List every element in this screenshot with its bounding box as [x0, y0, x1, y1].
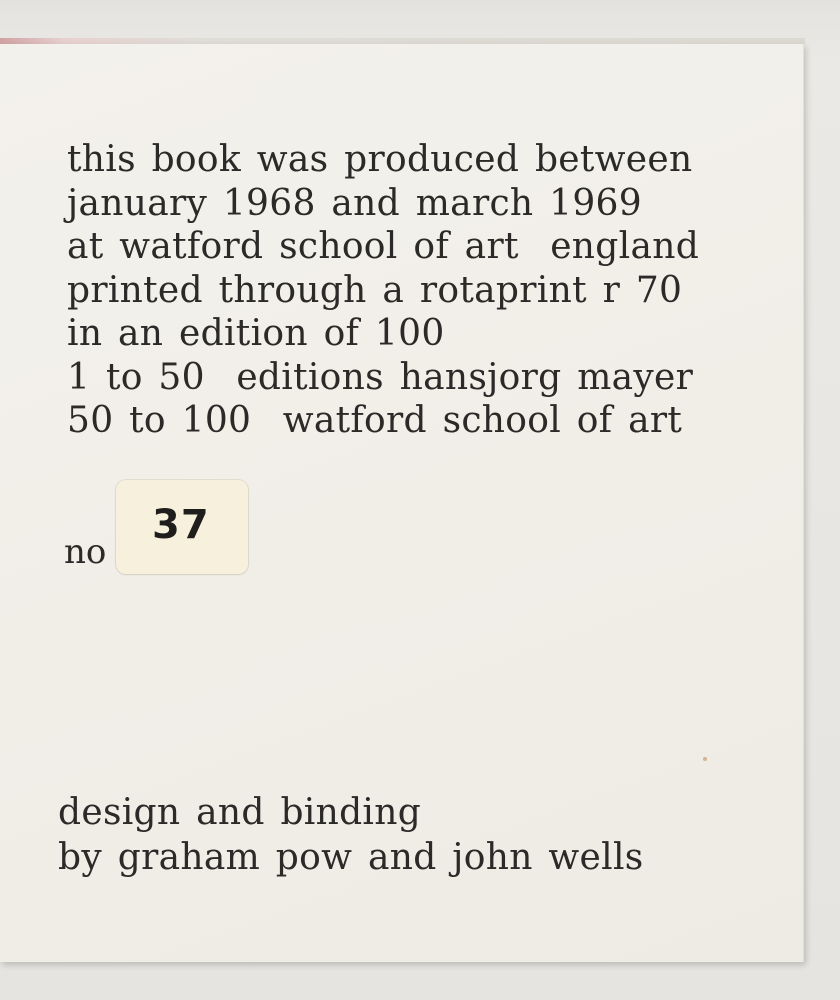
- credits-line: by graham pow and john wells: [58, 837, 644, 878]
- colophon-line: 1 to 50 editions hansjorg mayer: [67, 356, 694, 398]
- colophon-line: printed through a rotaprint r 70: [67, 269, 683, 311]
- credits-text: [58, 790, 644, 880]
- colophon-line: at watford school of art england: [67, 226, 700, 267]
- paper-speck: [703, 757, 707, 761]
- edition-number-value: 37: [152, 502, 210, 548]
- credits-line: design and binding: [58, 792, 422, 833]
- colophon-line: january 1968 and march 1969: [67, 182, 642, 224]
- colophon-line: 50 to 100 watford school of art: [67, 400, 683, 441]
- colophon-line: in an edition of 100: [67, 313, 445, 354]
- colophon-line: this book was produced between: [67, 139, 693, 180]
- edition-number-label: no: [64, 532, 107, 572]
- number-sticker: [116, 480, 248, 574]
- colophon-text: [67, 138, 699, 443]
